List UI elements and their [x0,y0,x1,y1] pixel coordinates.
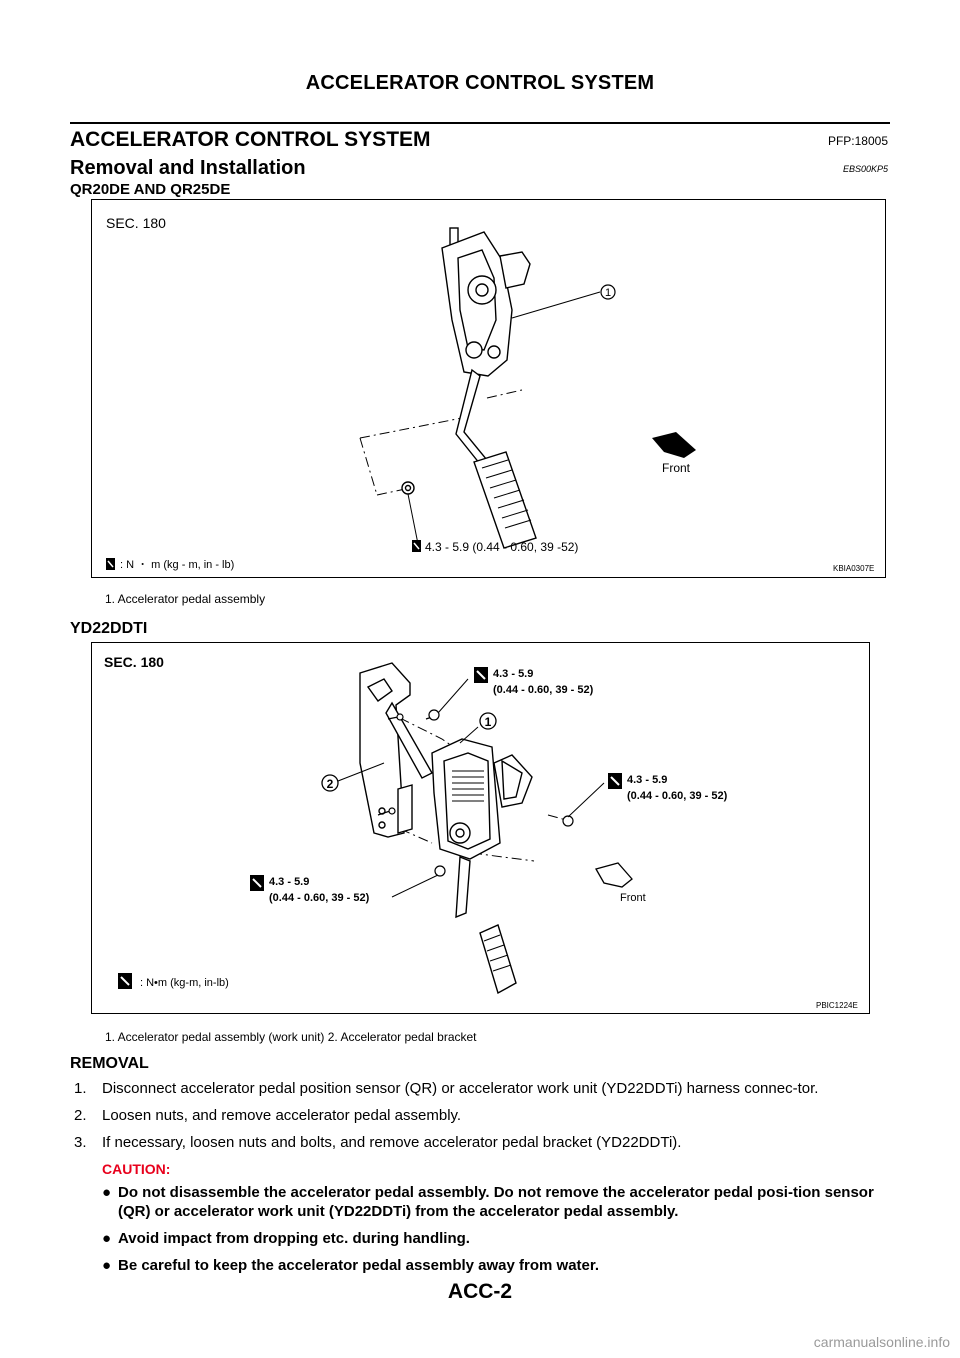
accelerator-pedal-drawing [402,228,536,548]
unit-legend: : N•m (kg-m, in-lb) [140,977,229,989]
torque-left-line2: (0.44 - 0.60, 39 - 52) [269,892,370,904]
figure-code: PBIC1224E [816,1001,858,1010]
torque-spec: 4.3 - 5.9 (0.44 - 0.60, 39 -52) [425,540,579,554]
step-text: Disconnect accelerator pedal position sensor (QR) or accelerator work unit (YD22DDTi) harness connec-tor. [102,1080,819,1097]
figure2-caption: 1. Accelerator pedal assembly (work unit) 2. Accelerator pedal bracket [105,1030,477,1044]
figure-qr-drawing [92,200,885,577]
section-subtitle: Removal and Installation [70,157,306,179]
step-3 [70,1133,892,1152]
pfp-code: PFP:18005 [827,134,888,148]
legend-wrench-icon [106,558,115,570]
sec-label: SEC. 180 [104,654,164,670]
step-text: If necessary, loosen nuts and bolts, and remove accelerator pedal bracket (YD22DDTi). [102,1134,682,1151]
step-1 [70,1079,892,1098]
header-rule [70,122,890,124]
figure1-heading: QR20DE AND QR25DE [70,181,231,198]
accelerator-pedal-drawing [432,739,532,993]
step-number: 2. [74,1107,87,1124]
figure-yd-drawing [92,643,869,1013]
caution-text: Be careful to keep the accelerator pedal assembly away from water. [118,1257,600,1274]
bullet-icon: ● [102,1230,112,1247]
torque-top-line2: (0.44 - 0.60, 39 - 52) [493,684,594,696]
caution-label: CAUTION: [102,1161,171,1177]
torque-wrench-icon [474,667,488,683]
callout1-leader [512,292,600,318]
torque-right-line2: (0.44 - 0.60, 39 - 52) [627,790,728,802]
bullet-icon: ● [102,1257,112,1274]
figure2-heading: YD22DDTI [70,620,148,637]
torque-wrench-icon [608,773,622,789]
section-title: ACCELERATOR CONTROL SYSTEM [70,128,431,151]
torque-right-line1: 4.3 - 5.9 [627,774,668,786]
caution-item [70,1183,892,1221]
callout-1: 1 [604,287,612,299]
pedal-bracket-drawing [360,663,432,837]
legend-wrench-icon [118,973,132,989]
front-arrow-icon [652,432,696,458]
callout-2: 2 [326,777,334,791]
page-number: ACC-2 [447,1280,513,1303]
caution-text: Do not disassemble the accelerator pedal assembly. Do not remove the accelerator pedal posi-tion sensor (QR) or accelerator work unit (YD22DDTi) from the accelerator pedal assembly. [118,1184,874,1220]
caution-item [70,1256,892,1275]
removal-heading: REMOVAL [70,1055,149,1072]
torque-leader [408,494,418,544]
page-header: ACCELERATOR CONTROL SYSTEM [305,72,655,94]
step-2 [70,1106,892,1125]
figure-yd-pedal [91,642,870,1014]
caution-item [70,1229,892,1248]
torque-wrench-icon [250,875,264,891]
bullet-icon: ● [102,1184,112,1201]
torque-wrench-icon [412,540,421,552]
callout-1: 1 [484,715,492,729]
torque-top-line1: 4.3 - 5.9 [493,668,534,680]
unit-legend: : N ・ m (kg - m, in - lb) [120,559,235,571]
front-label: Front [620,892,646,904]
step-number: 1. [74,1080,87,1097]
figure-qr-pedal [91,199,886,578]
sec-label: SEC. 180 [106,215,166,231]
removal-steps [70,1079,892,1283]
step-text: Loosen nuts, and remove accelerator pedal assembly. [102,1107,462,1124]
step-number: 3. [74,1134,87,1151]
figure-code: KBIA0307E [833,564,875,573]
caution-text: Avoid impact from dropping etc. during handling. [118,1230,470,1247]
torque-left-line1: 4.3 - 5.9 [269,876,310,888]
front-label: Front [662,461,691,475]
front-arrow-icon [596,863,632,887]
subtitle-code: EBS00KP5 [842,164,888,174]
figure1-caption: 1. Accelerator pedal assembly [105,592,266,606]
watermark: carmanualsonline.info [813,1334,950,1350]
